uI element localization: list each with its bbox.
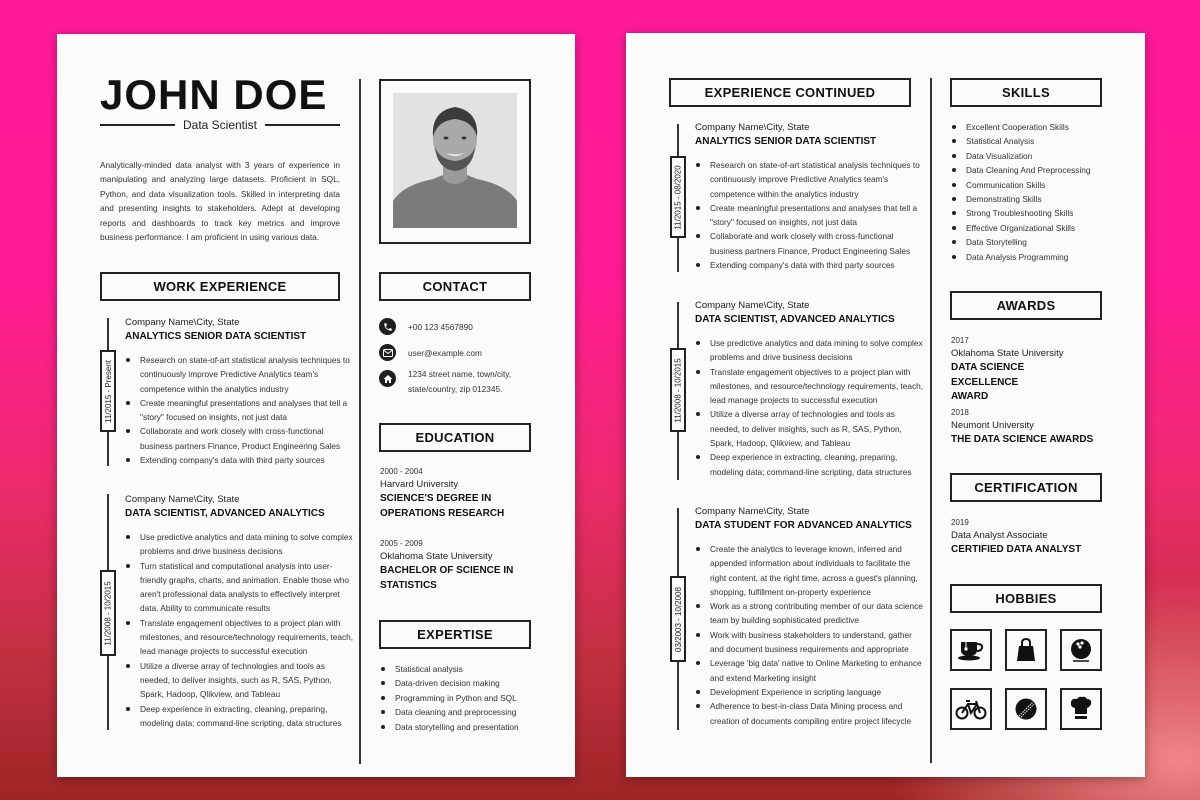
education-years: 2005 - 2009 <box>380 539 423 548</box>
bowling-ball-icon <box>1068 637 1094 663</box>
job-bullet: Research on state-of-art statistical analysis techniques to continuously improve Predictive Analytics team's competence within the analytics industry <box>125 353 355 396</box>
section-header-education: EDUCATION <box>379 423 531 452</box>
profile-photo <box>393 93 517 228</box>
skill-item: Excellent Cooperation Skills <box>951 120 1111 134</box>
profile-summary: Analytically-minded data analyst with 3 years of experience in manipulating and analyzing large datasets. Proficient in SQL, Python, and data visualization tools. Skilled in interpreting data and presenting insights to stakeholders. Adept at developing reports and dashboards to track key metrics and improve business performance. I am proficient in using various data. <box>100 160 340 243</box>
job-bullet: Use predictive analytics and data mining to solve complex problems and drive business decisions <box>695 336 925 365</box>
award-entry <box>951 335 1101 405</box>
section-header-skills: SKILLS <box>950 78 1102 107</box>
hobby-tea <box>950 629 992 671</box>
job-bullet: Adherence to best-in-class Data Mining process and creation of documents compiling entire project lifecycle <box>695 699 925 728</box>
certification-title: CERTIFIED DATA ANALYST <box>951 544 1082 555</box>
expertise-item: Programming in Python and SQL <box>380 691 535 705</box>
hobby-cricket <box>1005 688 1047 730</box>
cricket-ball-icon <box>1013 696 1039 722</box>
job-company: Company Name\City, State <box>125 494 240 505</box>
envelope-icon <box>379 344 396 361</box>
hobby-shopping <box>1005 629 1047 671</box>
job-bullet: Utilize a diverse array of technologies and tools as needed, to deliver insights, such as R, SAS, Python, Spark, Hadoop, Qlikview, and Tableau <box>695 407 925 450</box>
contact-phone[interactable]: +00 123 4567890 <box>408 322 473 332</box>
column-divider <box>930 78 932 763</box>
job-bullet: Create meaningful presentations and analyses that tell a "story" focused on insights, not just data <box>695 201 925 230</box>
job-bullets <box>695 542 925 728</box>
skill-item: Data Visualization <box>951 149 1111 163</box>
expertise-item: Data-driven decision making <box>380 676 535 690</box>
contact-address: 1234 street name, town/city, state/country, zip 012345. <box>408 369 512 394</box>
certification-year: 2019 <box>951 518 969 527</box>
job-dates: 11/2008 - 10/2015 <box>103 580 113 646</box>
skill-item: Data Cleaning And Preprocessing <box>951 163 1111 177</box>
job-bullets <box>695 158 925 272</box>
education-years: 2000 - 2004 <box>380 467 423 476</box>
skill-item: Demonstrating Skills <box>951 192 1111 206</box>
award-year: 2018 <box>951 408 969 417</box>
job-dates: 11/2008 - 10/2015 <box>673 357 683 423</box>
divider <box>265 124 340 126</box>
expertise-item: Statistical analysis <box>380 662 535 676</box>
resume-page-2 <box>626 33 1145 777</box>
education-degree: SCIENCE'S DEGREE IN OPERATIONS RESEARCH <box>380 493 505 519</box>
timeline-date-badge <box>100 570 116 656</box>
education-school: Harvard University <box>380 479 459 490</box>
expertise-item: Data cleaning and preprocessing <box>380 705 535 719</box>
photo-frame <box>379 79 531 244</box>
job-bullet: Deep experience in extracting, cleaning, preparing, modeling data; command-line scripting, data structures <box>125 702 355 731</box>
job-company: Company Name\City, State <box>125 317 240 328</box>
job-bullets <box>125 353 355 467</box>
job-role: DATA SCIENTIST, ADVANCED ANALYTICS <box>125 508 325 519</box>
education-entry <box>380 466 530 521</box>
skill-item: Communication Skills <box>951 178 1111 192</box>
job-bullet: Utilize a diverse array of technologies and tools as needed, to deliver insights, such as R, SAS, Python, Spark, Hadoop, Qlikview, and Tableau <box>125 659 355 702</box>
hobby-bowling <box>1060 629 1102 671</box>
skill-item: Strong Troubleshooting Skills <box>951 206 1111 220</box>
job-bullet: Collaborate and work closely with cross-functional business partners Finance, Product Engineering Sales <box>695 229 925 258</box>
section-header-hobbies: HOBBIES <box>950 584 1102 613</box>
job-bullet: Work as a strong contributing member of our data science team by building sophisticated predictive <box>695 599 925 628</box>
skill-item: Statistical Analysis <box>951 134 1111 148</box>
education-school: Oklahoma State University <box>380 551 493 562</box>
job-bullet: Research on state-of-art statistical analysis techniques to continuously improve Predictive Analytics team's competence within the analytics industry <box>695 158 925 201</box>
job-bullet: Extending company's data with third party sources <box>695 258 925 272</box>
job-bullet: Development Experience in scripting language <box>695 685 925 699</box>
bicycle-icon <box>955 698 987 720</box>
section-header-contact: CONTACT <box>379 272 531 301</box>
resume-page-1 <box>57 34 575 777</box>
section-header-expertise: EXPERTISE <box>379 620 531 649</box>
job-bullet: Work with business stakeholders to understand, gather and document business requirements and appropriate <box>695 628 925 657</box>
job-entry <box>695 505 925 728</box>
timeline-date-badge <box>100 350 116 432</box>
job-bullet: Translate engagement objectives to a project plan with milestones, and resource/technology requirements, teach, lead manage projects to successful execution <box>695 365 925 408</box>
job-bullet: Create the analytics to leverage known, inferred and appended information about individuals to facilitate the right content, at the right time, across a guest's planning, shopping, fulfillment on-property experience <box>695 542 925 599</box>
job-bullet: Extending company's data with third party sources <box>125 453 355 467</box>
home-icon <box>379 370 396 387</box>
job-dates: 03/2003 - 10/2008 <box>673 586 683 652</box>
award-title: THE DATA SCIENCE AWARDS <box>951 434 1094 445</box>
section-header-awards: AWARDS <box>950 291 1102 320</box>
divider <box>100 124 175 126</box>
contact-phone-row <box>379 318 473 335</box>
award-entry <box>951 407 1111 448</box>
job-dates: 11/2015 - Present <box>103 359 113 423</box>
job-bullet: Use predictive analytics and data mining to solve complex problems and drive business decisions <box>125 530 355 559</box>
expertise-list <box>380 662 535 734</box>
timeline-date-badge <box>670 576 686 662</box>
skill-item: Effective Organizational Skills <box>951 221 1111 235</box>
job-company: Company Name\City, State <box>695 300 810 311</box>
job-dates: 11/2015 - 08/2020 <box>673 164 683 230</box>
job-bullets <box>125 530 355 730</box>
timeline-date-badge <box>670 348 686 432</box>
education-entry <box>380 538 530 593</box>
tea-cup-icon <box>957 638 985 662</box>
award-org: Oklahoma State University <box>951 348 1064 359</box>
contact-email[interactable]: user@example.com <box>408 348 482 358</box>
award-org: Neumont University <box>951 420 1034 431</box>
candidate-name: JOHN DOE <box>100 71 328 118</box>
shopping-bag-icon <box>1015 637 1037 663</box>
section-header-certification: CERTIFICATION <box>950 473 1102 502</box>
job-bullets <box>695 336 925 479</box>
job-role: DATA STUDENT FOR ADVANCED ANALYTICS <box>695 520 912 531</box>
certification-org: Data Analyst Associate <box>951 530 1048 541</box>
job-role: ANALYTICS SENIOR DATA SCIENTIST <box>125 331 307 342</box>
job-role: DATA SCIENTIST, ADVANCED ANALYTICS <box>695 314 895 325</box>
section-header-work-experience: WORK EXPERIENCE <box>100 272 340 301</box>
job-entry <box>695 121 925 272</box>
award-year: 2017 <box>951 336 969 345</box>
job-entry <box>695 299 925 479</box>
hobby-cooking <box>1060 688 1102 730</box>
skill-item: Data Analysis Programming <box>951 250 1111 264</box>
job-bullet: Deep experience in extracting, cleaning, preparing, modeling data; command-line scripting, data structures <box>695 450 925 479</box>
job-bullet: Turn statistical and computational analysis into user-friendly graphs, charts, and animation. Enable those who aren't professional data analysts to effectively interpret data. Ability to communicate results <box>125 559 355 616</box>
award-title: DATA SCIENCE EXCELLENCE AWARD <box>951 362 1025 402</box>
job-bullet: Leverage 'big data' native to Online Marketing to enhance and extend Marketing insight <box>695 656 925 685</box>
certification-entry <box>951 517 1111 558</box>
job-bullet: Create meaningful presentations and analyses that tell a "story" focused on insights, not just data <box>125 396 355 425</box>
job-bullet: Collaborate and work closely with cross-functional business partners Finance, Product Engineering Sales <box>125 424 355 453</box>
job-entry <box>125 316 355 467</box>
job-company: Company Name\City, State <box>695 506 810 517</box>
phone-icon <box>379 318 396 335</box>
column-divider <box>359 79 361 764</box>
chef-hat-icon <box>1069 696 1093 722</box>
portrait-image <box>393 93 517 228</box>
section-header-experience-continued: EXPERIENCE CONTINUED <box>669 78 911 107</box>
expertise-item: Data storytelling and presentation <box>380 720 535 734</box>
timeline-date-badge <box>670 156 686 238</box>
job-role: ANALYTICS SENIOR DATA SCIENTIST <box>695 136 877 147</box>
skills-list <box>951 120 1111 264</box>
job-title: Data Scientist <box>182 118 258 132</box>
contact-email-row <box>379 344 482 361</box>
contact-address-row <box>379 370 518 396</box>
job-entry <box>125 493 355 730</box>
hobby-cycling <box>950 688 992 730</box>
job-bullet: Translate engagement objectives to a project plan with milestones, and resource/technology requirements, teach, lead manage projects to successful execution <box>125 616 355 659</box>
job-title-row <box>100 117 340 133</box>
education-degree: BACHELOR OF SCIENCE IN STATISTICS <box>380 565 514 591</box>
job-company: Company Name\City, State <box>695 122 810 133</box>
skill-item: Data Storytelling <box>951 235 1111 249</box>
